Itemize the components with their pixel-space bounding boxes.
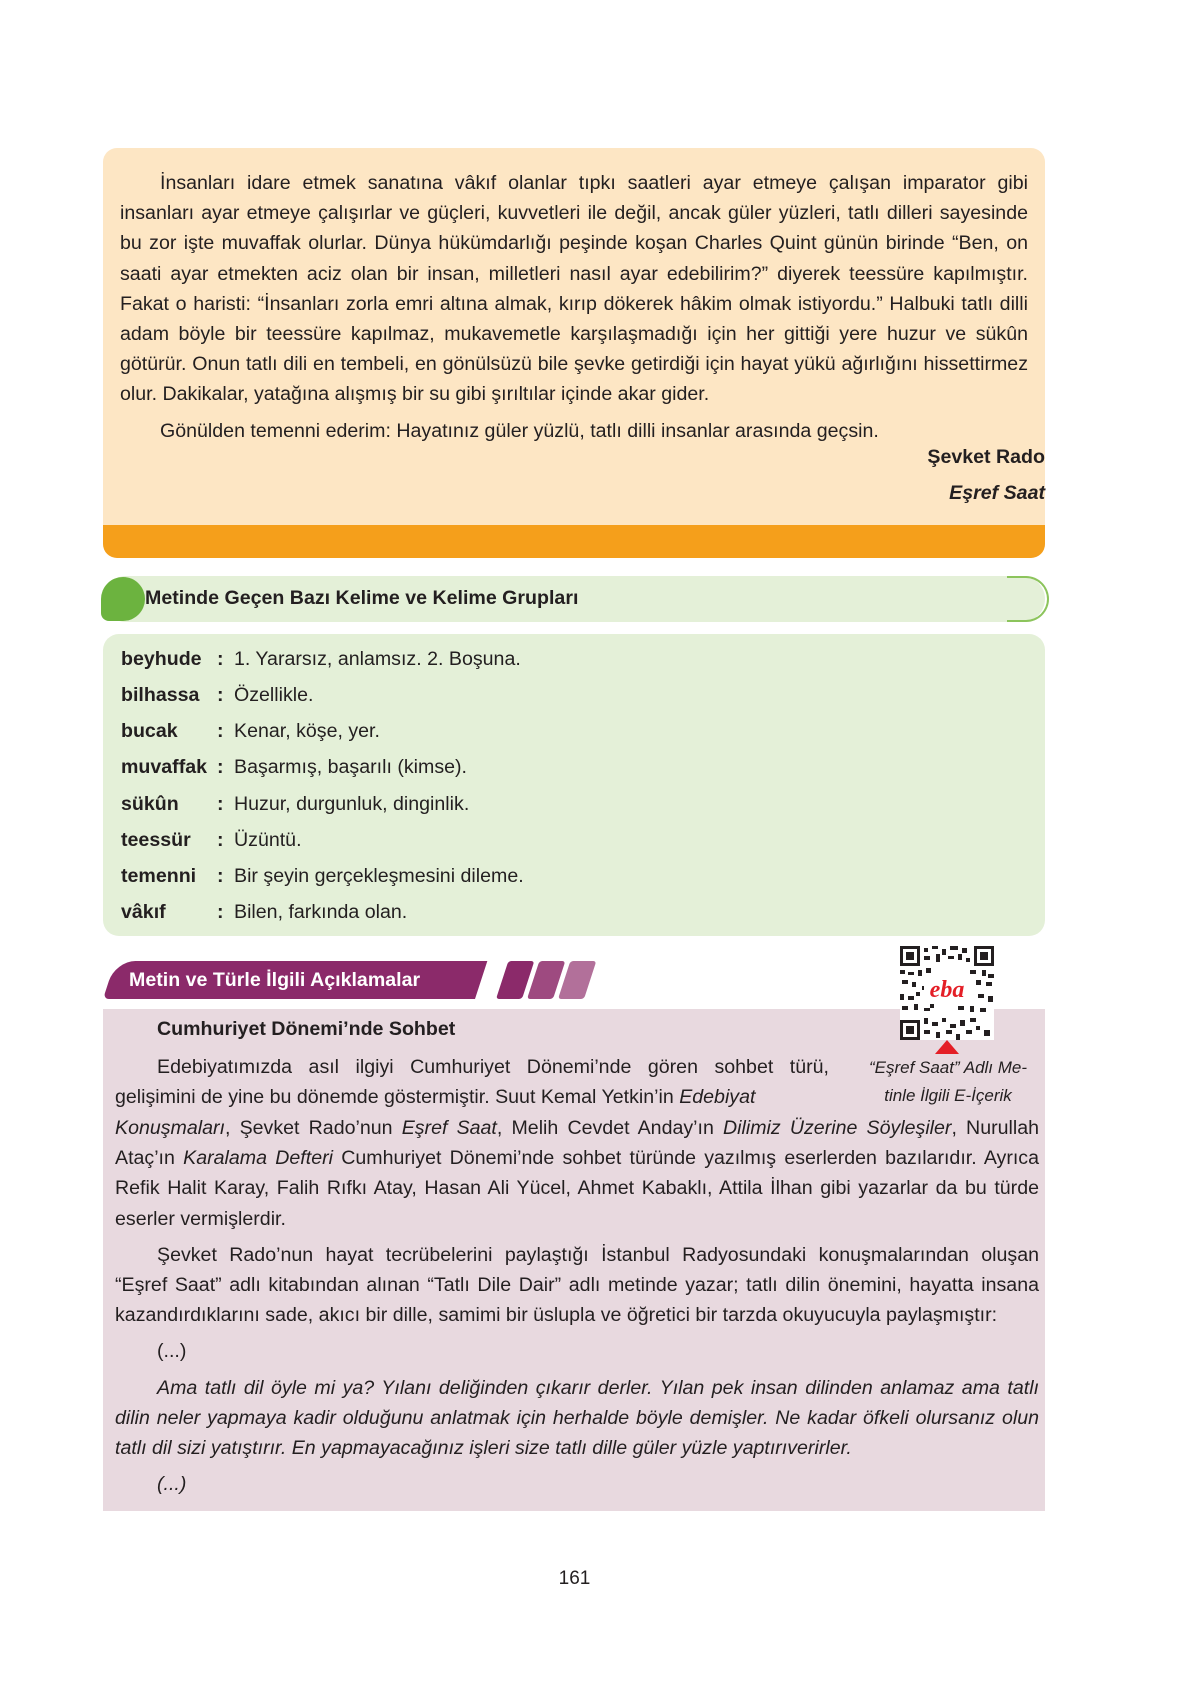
vocab-colon: : (217, 648, 224, 670)
quoted-passage: Ama tatlı dil öyle mi ya? Yılanı deliğinden çıkarır derler. Yılan pek insan dilinden anlamaz ama tatlı dilin neler yapmaya kadir olduğunu anlatmak için herhalde böyle demişler. Ne kadar öfkeli olursanız olun tatlı dil sizi yatıştırır. En yapmayacağınız işleri size tatlı dille güler yüzle yaptırıverirler. (115, 1376, 1039, 1460)
book-title: Karalama Defteri (183, 1147, 333, 1170)
vocab-term: muvaffak (121, 756, 208, 778)
vocab-colon: : (217, 829, 224, 851)
vocab-term: sükûn (121, 793, 179, 815)
vocab-colon: : (217, 756, 224, 778)
vocab-definition: Huzur, durgunluk, dinginlik. (234, 793, 470, 815)
vocab-term: vâkıf (121, 901, 166, 923)
qr-code-icon[interactable] (900, 946, 994, 1040)
vocab-colon: : (217, 901, 224, 923)
qr-caption-line: tinle İlgili E-İçerik (884, 1086, 1012, 1105)
body-text: , Nurullah Ataç’ın (115, 1117, 1040, 1170)
explanations-intro (115, 1052, 829, 1112)
vocab-section-title: Metinde Geçen Bazı Kelime ve Kelime Grupları (145, 587, 579, 609)
reading-paragraph-2: Gönülden temenni ederim: Hayatınız güler yüzlü, tatlı dilli insanlar arasında geçsin. (160, 419, 879, 442)
qr-caption-line: “Eşref Saat” Adlı Me- (868, 1058, 1028, 1077)
book-title: Konuşmaları (115, 1117, 225, 1139)
author-name: Şevket Rado (927, 446, 1045, 468)
header-end-cap (1007, 576, 1049, 622)
book-title: Dilimiz Üzerine Söyleşiler (723, 1117, 952, 1139)
reading-box (103, 148, 1045, 558)
header-stripe (558, 961, 596, 999)
vocab-section-header (103, 576, 1045, 622)
qr-caption (858, 1054, 1038, 1110)
eba-logo: eba (929, 977, 965, 1003)
reading-text (120, 168, 1028, 446)
vocab-definition: Bilen, farkında olan. (234, 901, 408, 923)
explanations-subtitle: Cumhuriyet Dönemi’nde Sohbet (157, 1018, 456, 1040)
vocab-definition: Üzüntü. (234, 829, 302, 851)
vocab-definition: 1. Yararsız, anlamsız. 2. Boşuna. (234, 648, 521, 670)
body-text: Cumhuriyet Dönemi’nde sohbet türünde yazılmış eserlerden bazılarıdır. Ayrıca Refik Halit Karay, Falih Rıfkı Atay, Hasan Ali Yücel, Ahmet Kabaklı, Attila İlhan gibi yazarlar da bu türde eserler vermişlerdir. (115, 1147, 1039, 1230)
explanations-paragraph-2: Şevket Rado’nun hayat tecrübelerini paylaştığı İstanbul Radyosundaki konuşmalarından oluşan “Eşref Saat” adlı kitabından alınan “Tatlı Dile Dair” adlı metinde yazar; tatlı dilin önemini, hayatta insana kazandırdıklarını sade, akıcı bir dille, samimi bir üslupla ve öğretici bir tarzda okuyucuyla paylaşmıştır: (115, 1243, 1039, 1327)
ellipsis: (...) (157, 1473, 187, 1496)
intro-text: Edebiyatımızda asıl ilgiyi Cumhuriyet Dönemi’nde gören sohbet türü, gelişimini de yine bu dönemde göstermiştir. Suut Kemal Yetkin’in (115, 1056, 829, 1109)
explanations-section-header (103, 961, 493, 999)
vocab-definition: Özellikle. (234, 684, 314, 706)
body-text: , Melih Cevdet Anday’ın (496, 1117, 724, 1139)
reading-box-bottom-bar (103, 525, 1045, 558)
vocab-term: temenni (121, 865, 197, 887)
work-title: Eşref Saat (949, 482, 1045, 504)
vocab-colon: : (217, 720, 224, 742)
ellipsis: (...) (157, 1340, 187, 1363)
vocab-colon: : (217, 865, 224, 887)
body-text: , Şevket Rado’nun (225, 1117, 402, 1139)
vocab-list (103, 634, 1045, 936)
reading-paragraph-1: İnsanları idare etmek sanatına vâkıf olanlar tıpkı saatleri ayar etmeye çalışan imparator gibi insanları ayar etmeye çalışırlar ve güçleri, kuvvetleri ile değil, ancak güler yüzleri, tatlı dilleri sayesinde bu zor işte muvaffak olurlar. Dünya hükümdarlığı peşinde koşan Charles Quint günün birinde “Ben, on saati ayar etmekten aciz olan bir insan, milletleri nasıl ayar edebilirim?” diyerek teessüre kapılmıştır. Fakat o haristi: “İnsanları zorla emri altına almak, kırıp dökerek hâkim olmak istiyordu.” Halbuki tatlı dilli adam böyle bir teessüre kapılmaz, mukavemetle karşılaşmadığı için her gittiği yere huzur ve sükûn götürür. Onun tatlı dili en tembeli, en gönülsüzü bile şevke getirdiği için hayat yükü ağırlığını hissettirmez olur. Dakikalar, yatağına alışmış bir su gibi şırıltılar içinde akar gider. (120, 172, 1028, 406)
vocab-term: teessür (121, 829, 191, 851)
vocab-definition: Kenar, köşe, yer. (234, 720, 380, 742)
vocab-term: bilhassa (121, 684, 200, 706)
explanations-main (115, 1113, 1039, 1499)
vocab-definition: Bir şeyin gerçekleşmesini dileme. (234, 865, 524, 887)
vocab-colon: : (217, 793, 224, 815)
page-number: 161 (558, 1568, 591, 1589)
book-title: Eşref Saat (401, 1117, 497, 1139)
vocab-term: bucak (121, 720, 178, 742)
intro-italic: Edebiyat (679, 1086, 756, 1109)
vocab-definition: Başarmış, başarılı (kimse). (234, 756, 467, 778)
red-arrow-icon (935, 1040, 959, 1054)
vocab-term: beyhude (121, 648, 202, 670)
explanations-section-title: Metin ve Türle İlgili Açıklamalar (129, 969, 421, 991)
vocab-colon: : (217, 684, 224, 706)
leaf-icon (101, 577, 145, 621)
